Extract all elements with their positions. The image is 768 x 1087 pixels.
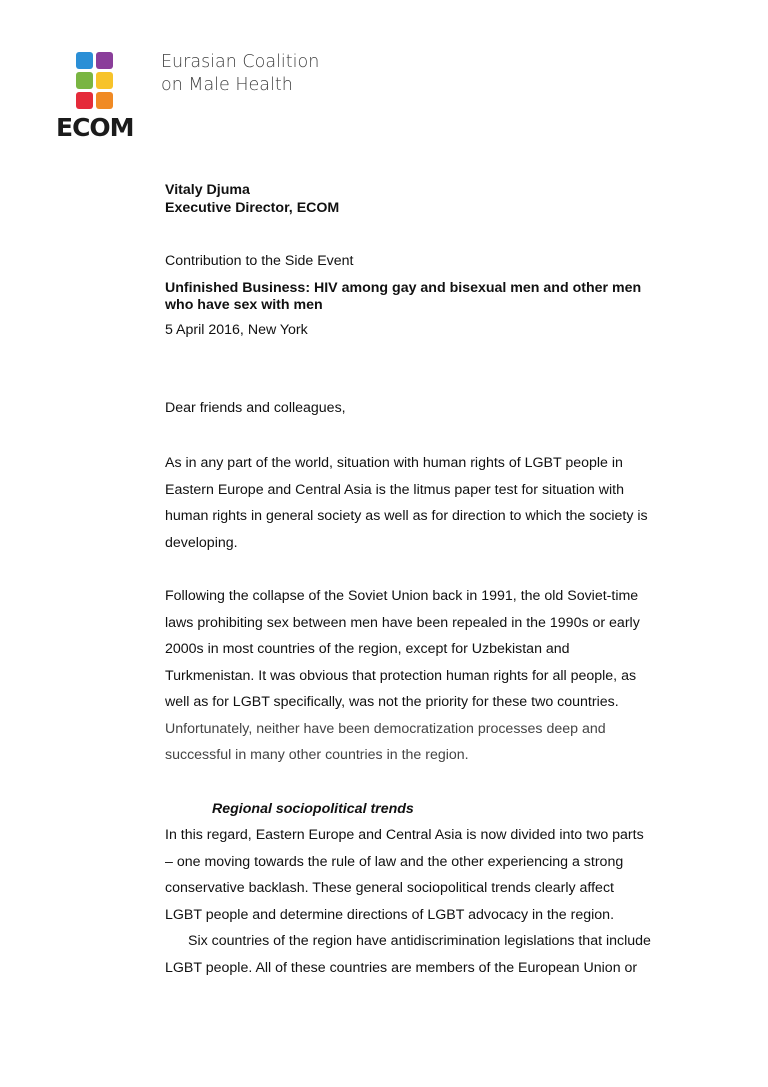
logo-square-yellow bbox=[96, 72, 113, 89]
paragraph-line: successful in many other countries in the region. bbox=[165, 747, 469, 763]
paragraph-1 bbox=[165, 450, 648, 556]
logo-square-red bbox=[76, 92, 93, 109]
logo-square-purple bbox=[96, 52, 113, 69]
paragraph-line: Following the collapse of the Soviet Union back in 1991, the old Soviet-time bbox=[165, 588, 639, 604]
logo-square-blue bbox=[76, 52, 93, 69]
paragraph-line: 2000s in most countries of the region, except for Uzbekistan and bbox=[165, 641, 570, 657]
event-title-line2: who have sex with men bbox=[165, 297, 323, 313]
paragraph-line: Six countries of the region have antidiscrimination legislations that include bbox=[188, 933, 651, 949]
paragraph-line: well as for LGBT specifically, was not the priority for these two countries. bbox=[165, 694, 619, 710]
author-title: Executive Director, ECOM bbox=[165, 200, 340, 216]
section-heading: Regional sociopolitical trends bbox=[212, 801, 414, 817]
paragraph-line: laws prohibiting sex between men have been repealed in the 1990s or early bbox=[165, 614, 640, 631]
paragraph-line: Eastern Europe and Central Asia is the litmus paper test for situation with bbox=[165, 481, 624, 498]
paragraph-3 bbox=[165, 822, 651, 981]
salutation: Dear friends and colleagues, bbox=[165, 400, 346, 416]
logo-wordmark: ECOM bbox=[56, 113, 134, 142]
paragraph-2 bbox=[165, 583, 640, 769]
author-name: Vitaly Djuma bbox=[165, 182, 250, 198]
paragraph-line: LGBT people. All of these countries are members of the European Union or bbox=[165, 959, 638, 976]
organization-name-line1: Eurasian Coalition bbox=[161, 52, 320, 72]
paragraph-line: – one moving towards the rule of law and the other experiencing a strong bbox=[165, 853, 624, 870]
paragraph-line: developing. bbox=[165, 534, 238, 551]
organization-name bbox=[161, 51, 319, 97]
paragraph-line: conservative backlash. These general sociopolitical trends clearly affect bbox=[165, 880, 614, 896]
paragraph-line: In this regard, Eastern Europe and Central Asia is now divided into two parts bbox=[165, 827, 644, 843]
event-intro: Contribution to the Side Event bbox=[165, 253, 354, 269]
logo-square-green bbox=[76, 72, 93, 89]
paragraph-line: LGBT people and determine directions of LGBT advocacy in the region. bbox=[165, 906, 615, 923]
logo-square-orange bbox=[96, 92, 113, 109]
paragraph-line: As in any part of the world, situation with human rights of LGBT people in bbox=[165, 455, 623, 471]
event-title-line1: Unfinished Business: HIV among gay and bisexual men and other men bbox=[165, 280, 642, 296]
organization-name-line2: on Male Health bbox=[161, 75, 293, 95]
event-date-place: 5 April 2016, New York bbox=[165, 322, 308, 338]
paragraph-line: Unfortunately, neither have been democratization processes deep and bbox=[165, 720, 606, 737]
paragraph-line: Turkmenistan. It was obvious that protection human rights for all people, as bbox=[165, 667, 637, 684]
paragraph-line: human rights in general society as well as for direction to which the society is bbox=[165, 508, 648, 524]
